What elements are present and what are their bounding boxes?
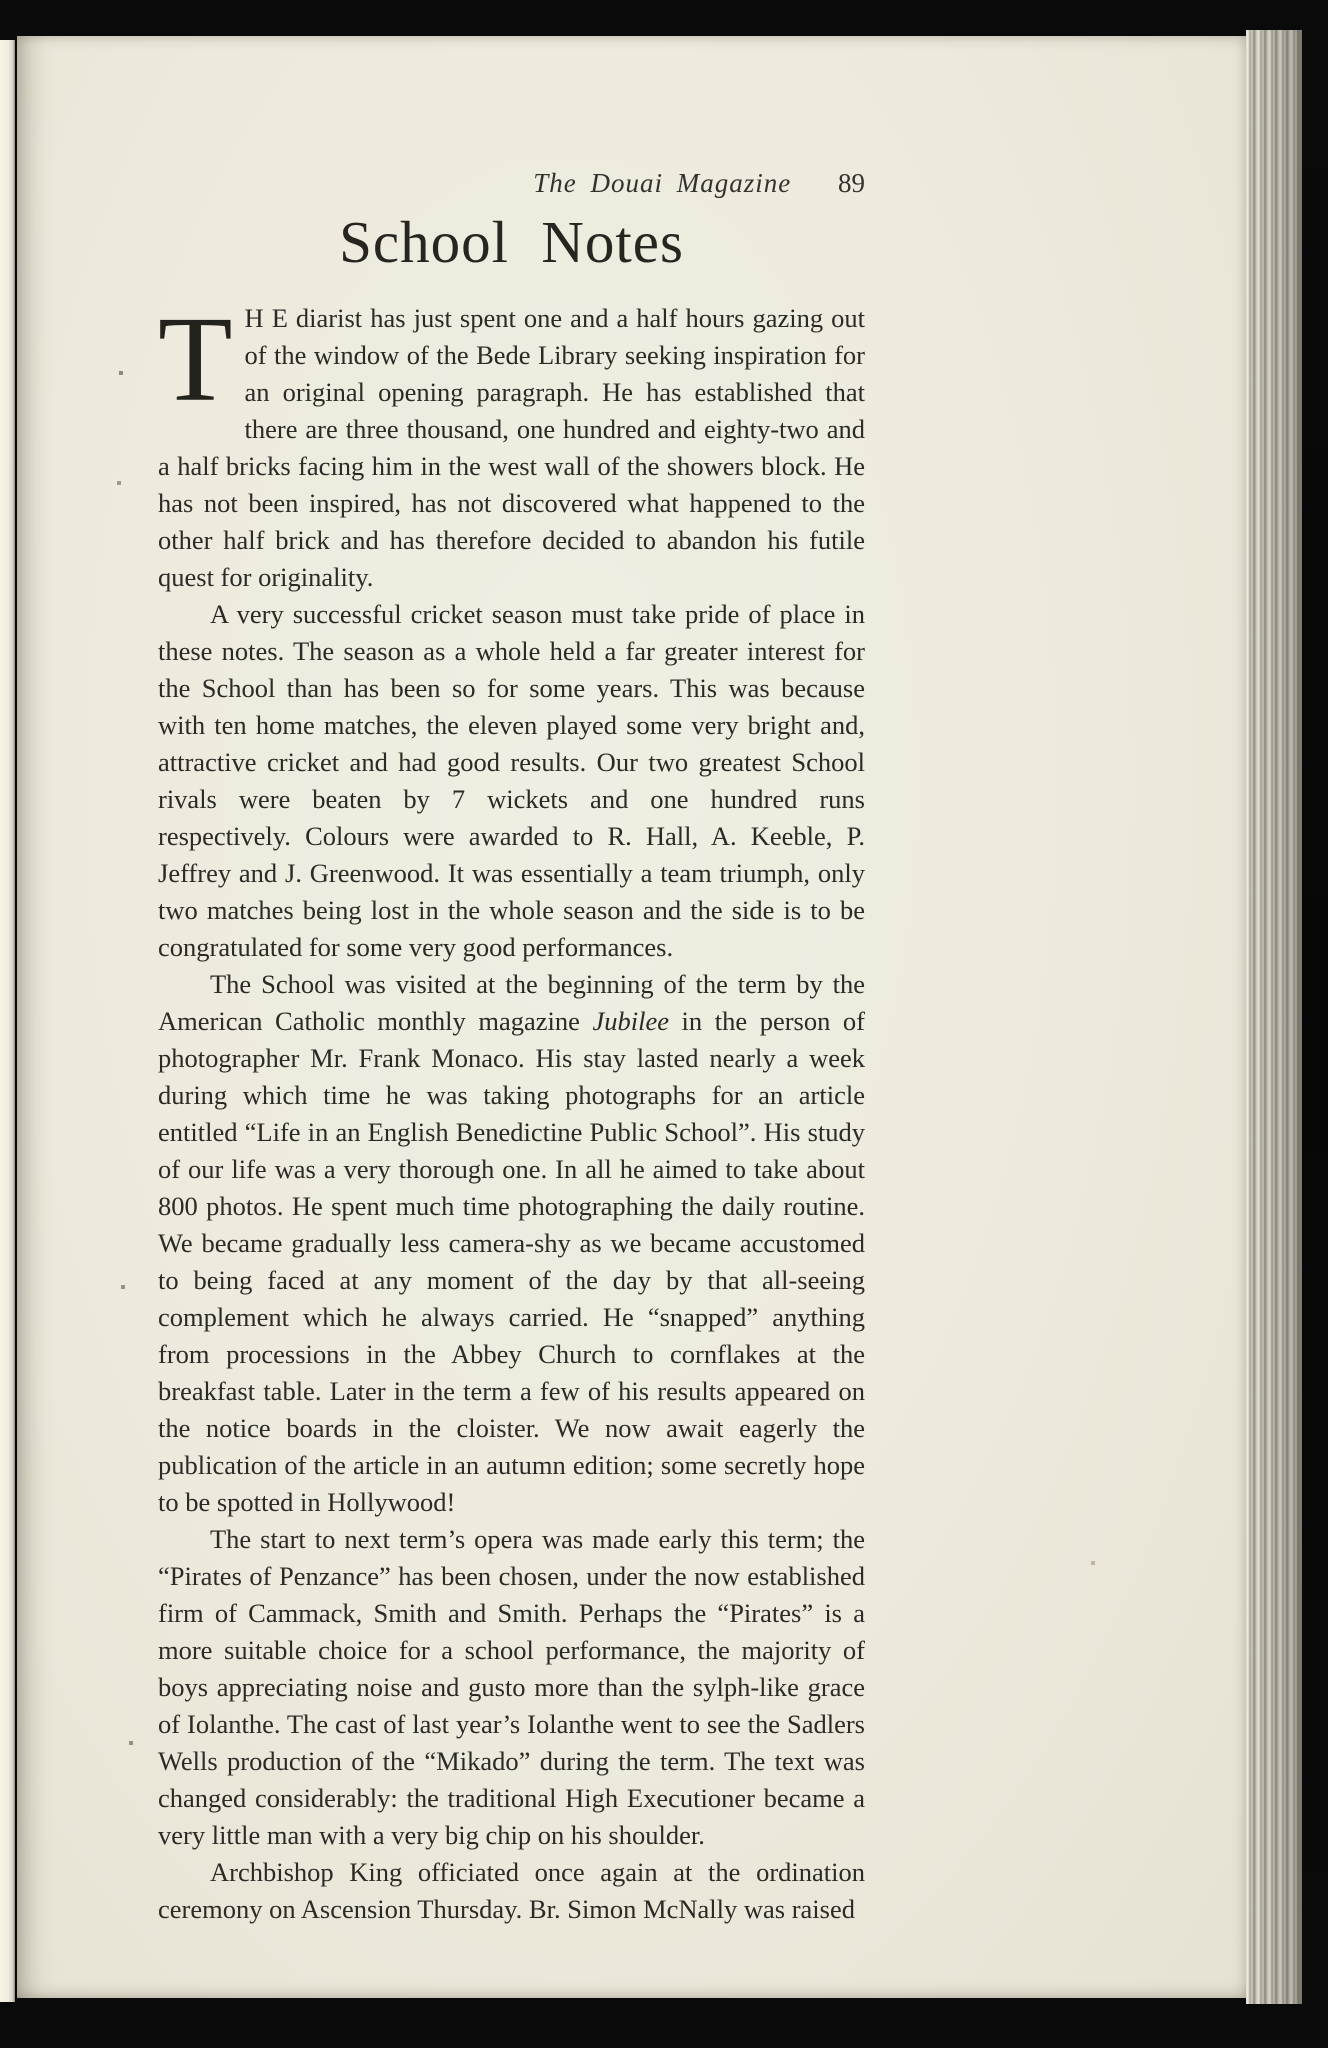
drop-cap-letter: T — [158, 292, 233, 427]
paragraph-cricket: A very successful cricket season must take pride of place in these notes. The season as a whole held a far greater interest for the School than has been so for some years. This was because with ten home matches, the eleven played some very bright and, attractive cricket and had good results. Our two greatest School rivals were beaten by 7 wickets and one hundred runs respectively. Colours were awarded to R. Hall, A. Keeble, P. Jeffrey and J. Greenwood. It was essentially a team triumph, only two matches being lost in the whole season and the side is to be congratulated for some very good performances. — [158, 599, 865, 962]
paragraph-jubilee — [158, 966, 865, 1521]
opening-text: H E diarist has just spent one and a half hours gazing out of the window of the Bede Library seeking inspiration for an original opening paragraph. He has established that there are three thousand, one hundred and eighty-two and a half bricks facing him in the west wall of the showers block. He has not been inspired, has not discovered what happened to the other half brick and has therefore decided to abandon his futile quest for originality. — [158, 303, 865, 592]
article-body — [158, 292, 866, 1928]
paragraph-opening — [158, 292, 865, 596]
magazine-title: The Douai Magazine — [533, 168, 792, 198]
article-title: School Notes — [339, 209, 684, 275]
page-number: 89 — [838, 168, 865, 198]
scan-specks — [0, 0, 2, 2]
magazine-page — [17, 36, 1246, 1998]
jubilee-text-before: The School was visited at the beginning of the term by the American Catholic monthly magazine — [158, 969, 865, 1036]
running-header — [17, 168, 865, 199]
page-edges-stack — [1246, 30, 1302, 2004]
paragraph-ordination: Archbishop King officiated once again at the ordination ceremony on Ascension Thursday. Br. Simon McNally was raised — [158, 1857, 865, 1924]
paragraph-opera: The start to next term’s opera was made early this term; the “Pirates of Penzance” has been chosen, under the now established firm of Cammack, Smith and Smith. Perhaps the “Pirates” is a more suitable choice for a school performance, the majority of boys appreciating noise and gusto more than the sylph-like grace of Iolanthe. The cast of last year’s Iolanthe went to see the Sadlers Wells production of the “Mikado” during the term. The text was changed considerably: the traditional High Executioner became a very little man with a very big chip on his shoulder. — [158, 1524, 865, 1850]
facing-page-edge — [0, 40, 15, 2002]
jubilee-magazine-name: Jubilee — [592, 1006, 669, 1036]
jubilee-text-after: in the person of photographer Mr. Frank Monaco. His stay lasted nearly a week during which time he was taking photographs for an article entitled “Life in an English Benedictine Public School”. His study of our life was a very thorough one. In all he aimed to take about 800 photos. He spent much time photographing the daily routine. We became gradually less camera-shy as we became accustomed to being faced at any moment of the day by that all-seeing complement which he always carried. He “snapped” anything from processions in the Abbey Church to cornflakes at the breakfast table. Later in the term a few of his results appeared on the notice boards in the cloister. We now await eagerly the publication of the article in an autumn edition; some secretly hope to be spotted in Hollywood! — [158, 1006, 866, 1517]
